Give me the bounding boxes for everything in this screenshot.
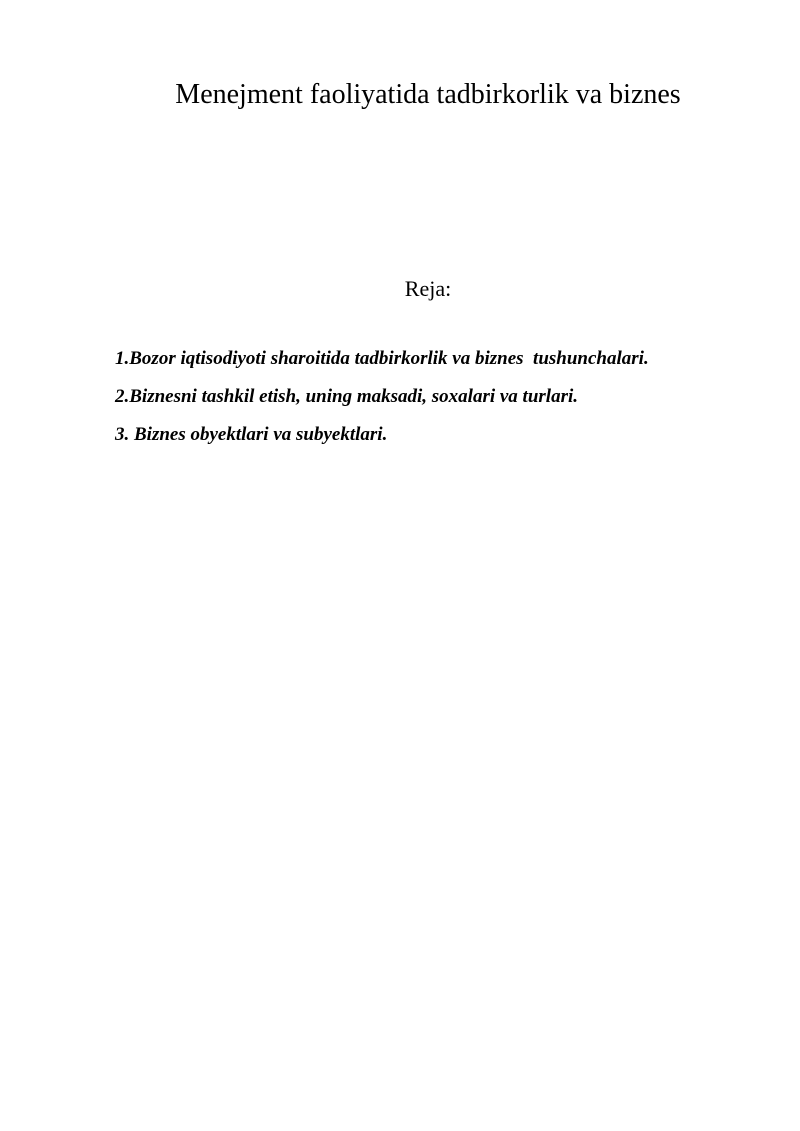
plan-heading: Reja: (404, 276, 452, 301)
plan-item-1: 1.Bozor iqtisodiyoti sharoitida tadbirkorlik va biznes tushunchalari. (115, 348, 649, 369)
plan-item-2: 2.Biznesni tashkil etish, uning maksadi, soxalari va turlari. (115, 386, 578, 407)
document-title: Menejment faoliyatida tadbirkorlik va biznes (175, 79, 681, 110)
plan-list (115, 346, 649, 460)
plan-item-3: 3. Biznes obyektlari va subyektlari. (115, 424, 388, 445)
